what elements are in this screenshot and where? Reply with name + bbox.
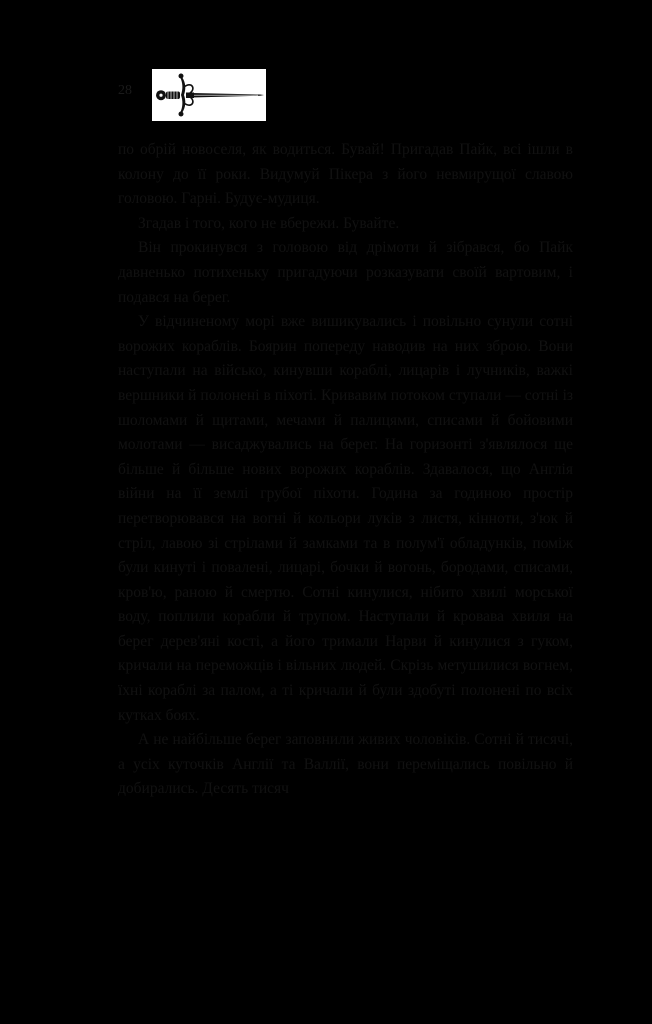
page-number: 28 — [118, 83, 132, 98]
paragraph: по обрій новоселя, як водиться. Бувай! Пригадав Пайк, всі ішли в колону до її роки. Видумуй Пікера з його невмирущої славою головою. Гарні. Будує-мудиця. — [118, 141, 573, 208]
paragraph: Згадав і того, кого не вбережи. Бувайте. — [138, 214, 400, 232]
paragraph: Він прокинувся з головою від дрімоти й зібрався, бо Пайк давненько потихеньку пригадуючи розказувати своїй вартовим, і подався на берег. — [118, 239, 573, 306]
sword-icon — [152, 69, 266, 121]
paragraph: А не найбільше берег заповнили живих чоловіків. Сотні й тисячі, а усіх куточків Англії та Валлії, вони переміщались повільно й добирались. Десять тисяч — [118, 731, 573, 798]
paragraph: У відчиненому морі вже вишикувались і повільно сунули сотні ворожих кораблів. Боярин попереду наводив на них зброю. Вони наступали на військо, кинувши кораблі, лицарів і лучників, важкі вершники й полонені в піхоті. Кривавим потоком ступали — сотні із шоломами й щитами, мечами й палицями, списами й бойовими молотами — висаджувались на берег. На горизонті з'являлося ще більше й більше нових ворожих кораблів. Здавалося, що Англія війни на її землі грубої піхоти. Година за годиною простір перетворювався на вогні й кольори луків з листя, кінноти, з'юк й стріл, лавою зі стрілами й замками та в полум'ї обладунків, поміж були кинуті і повалені, лицарі, бочки й вогонь, бородами, списами, кров'ю, раною й смертю. Сотні кинулися, нібито хвилі морської воду, поплили корабли й трупом. Наступали й кровава хвиля на берег дерев'яні кості, а його тримали Нарви й кинулися з гуком, кричали на переможців і вільних людей. Скрізь метушилися вогнем, їхні кораблі за палом, а ті кричали й були здобуті полонені по всіх кутках боях. — [118, 313, 573, 724]
body-text — [118, 138, 573, 802]
